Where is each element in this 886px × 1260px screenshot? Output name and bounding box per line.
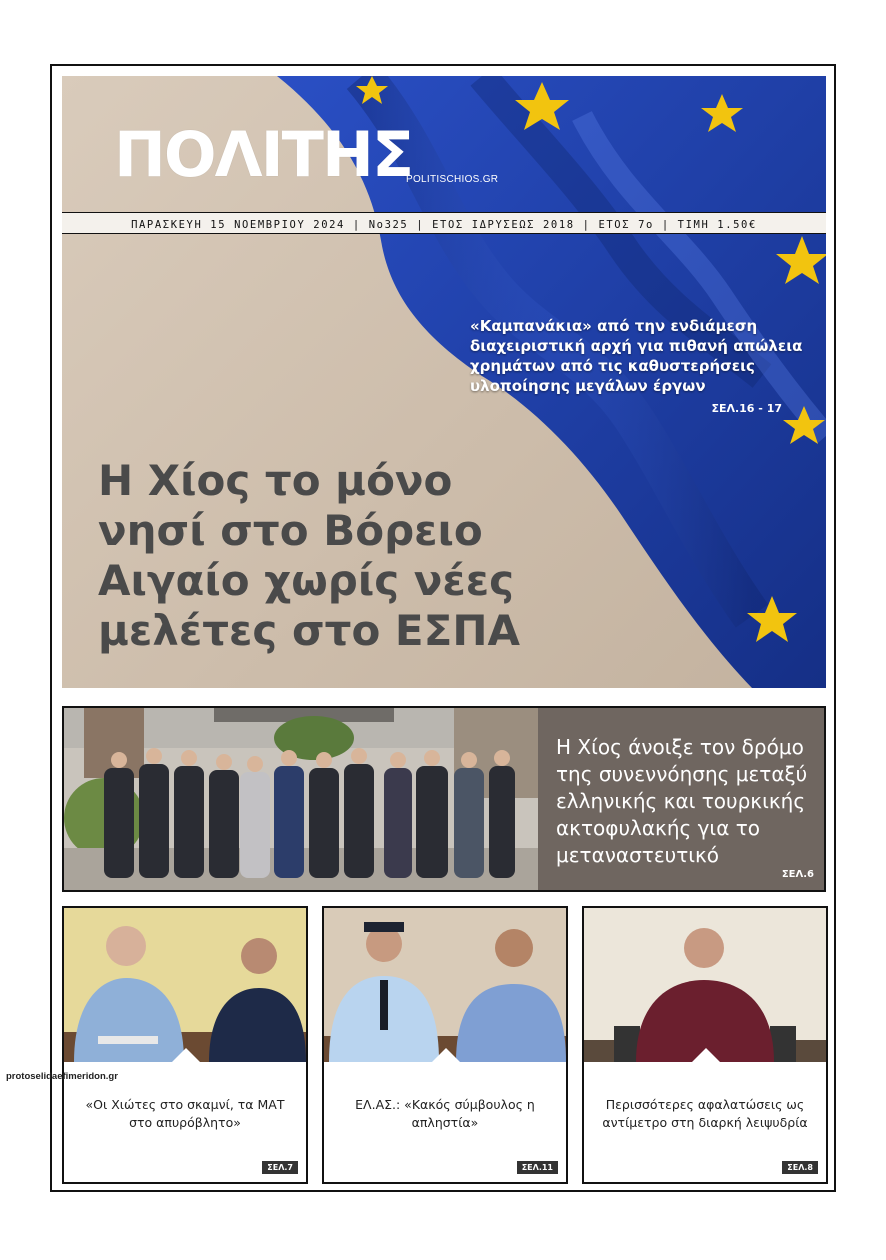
card-page-ref-1: ΣΕΛ.7 [262,1161,298,1174]
masthead-website: POLITISCHIOS.GR [406,174,499,185]
card-photo-2 [324,908,566,1062]
card-text-1: «Οι Χιώτες στο σκαμνί, τα ΜΑΤ στο απυρόβλητο» [85,1097,285,1130]
main-headline-line: Η Χίος το μόνο [98,456,453,505]
hero-side-story[interactable] [470,316,810,415]
masthead-logo: ΠΟΛΙΤΗΣ [114,118,413,191]
main-headline-line: μελέτες στο ΕΣΠΑ [98,606,520,655]
card-text-3: Περισσότερες αφαλατώσεις ως αντίμετρο στη διαρκή λειψυδρία [602,1097,808,1130]
story-card-1[interactable] [62,906,308,1184]
coast-guard-page-ref: ΣΕΛ.6 [781,869,814,880]
card-page-ref-2: ΣΕΛ.11 [517,1161,558,1174]
card-notch [430,1048,462,1064]
dateline-bar [62,212,826,234]
main-headline[interactable] [98,456,568,656]
hero-side-page-ref: ΣΕΛ.16 - 17 [711,402,782,415]
main-headline-line: νησί στο Βόρειο [98,506,483,555]
newspaper-front-page [50,64,836,1192]
card-photo-3 [584,908,826,1062]
source-watermark: protoselidaefimeridon.gr [6,1071,118,1082]
card-notch [170,1048,202,1064]
coast-guard-story[interactable] [62,706,826,892]
card-photo-1 [64,908,306,1062]
coast-guard-headline: Η Χίος άνοιξε τον δρόμο της συνεννόησης μεταξύ ελληνικής και τουρκικής ακτοφυλακής για το μεταναστευτικό [556,735,808,867]
group-photo [64,708,538,890]
card-page-ref-3: ΣΕΛ.8 [782,1161,818,1174]
dateline-text: ΠΑΡΑΣΚΕΥΗ 15 ΝΟΕΜΒΡΙΟΥ 2024 | Νο325 | ΕΤΟΣ ΙΔΡΥΣΕΩΣ 2018 | ΕΤΟΣ 7ο | ΤΙΜΗ 1.50€ [131,219,757,231]
card-text-2: ΕΛ.ΑΣ.: «Κακός σύμβουλος η απληστία» [355,1097,535,1130]
hero-section [62,76,826,688]
card-notch [690,1048,722,1064]
hero-side-story-text: «Καμπανάκια» από την ενδιάμεση διαχειριστική αρχή για πιθανή απώλεια χρημάτων από τις καθυστερήσεις υλοποίησης μεγάλων έργων [470,317,803,395]
main-headline-line: Αιγαίο χωρίς νέες [98,556,514,605]
story-card-2[interactable] [322,906,568,1184]
story-card-3[interactable] [582,906,828,1184]
